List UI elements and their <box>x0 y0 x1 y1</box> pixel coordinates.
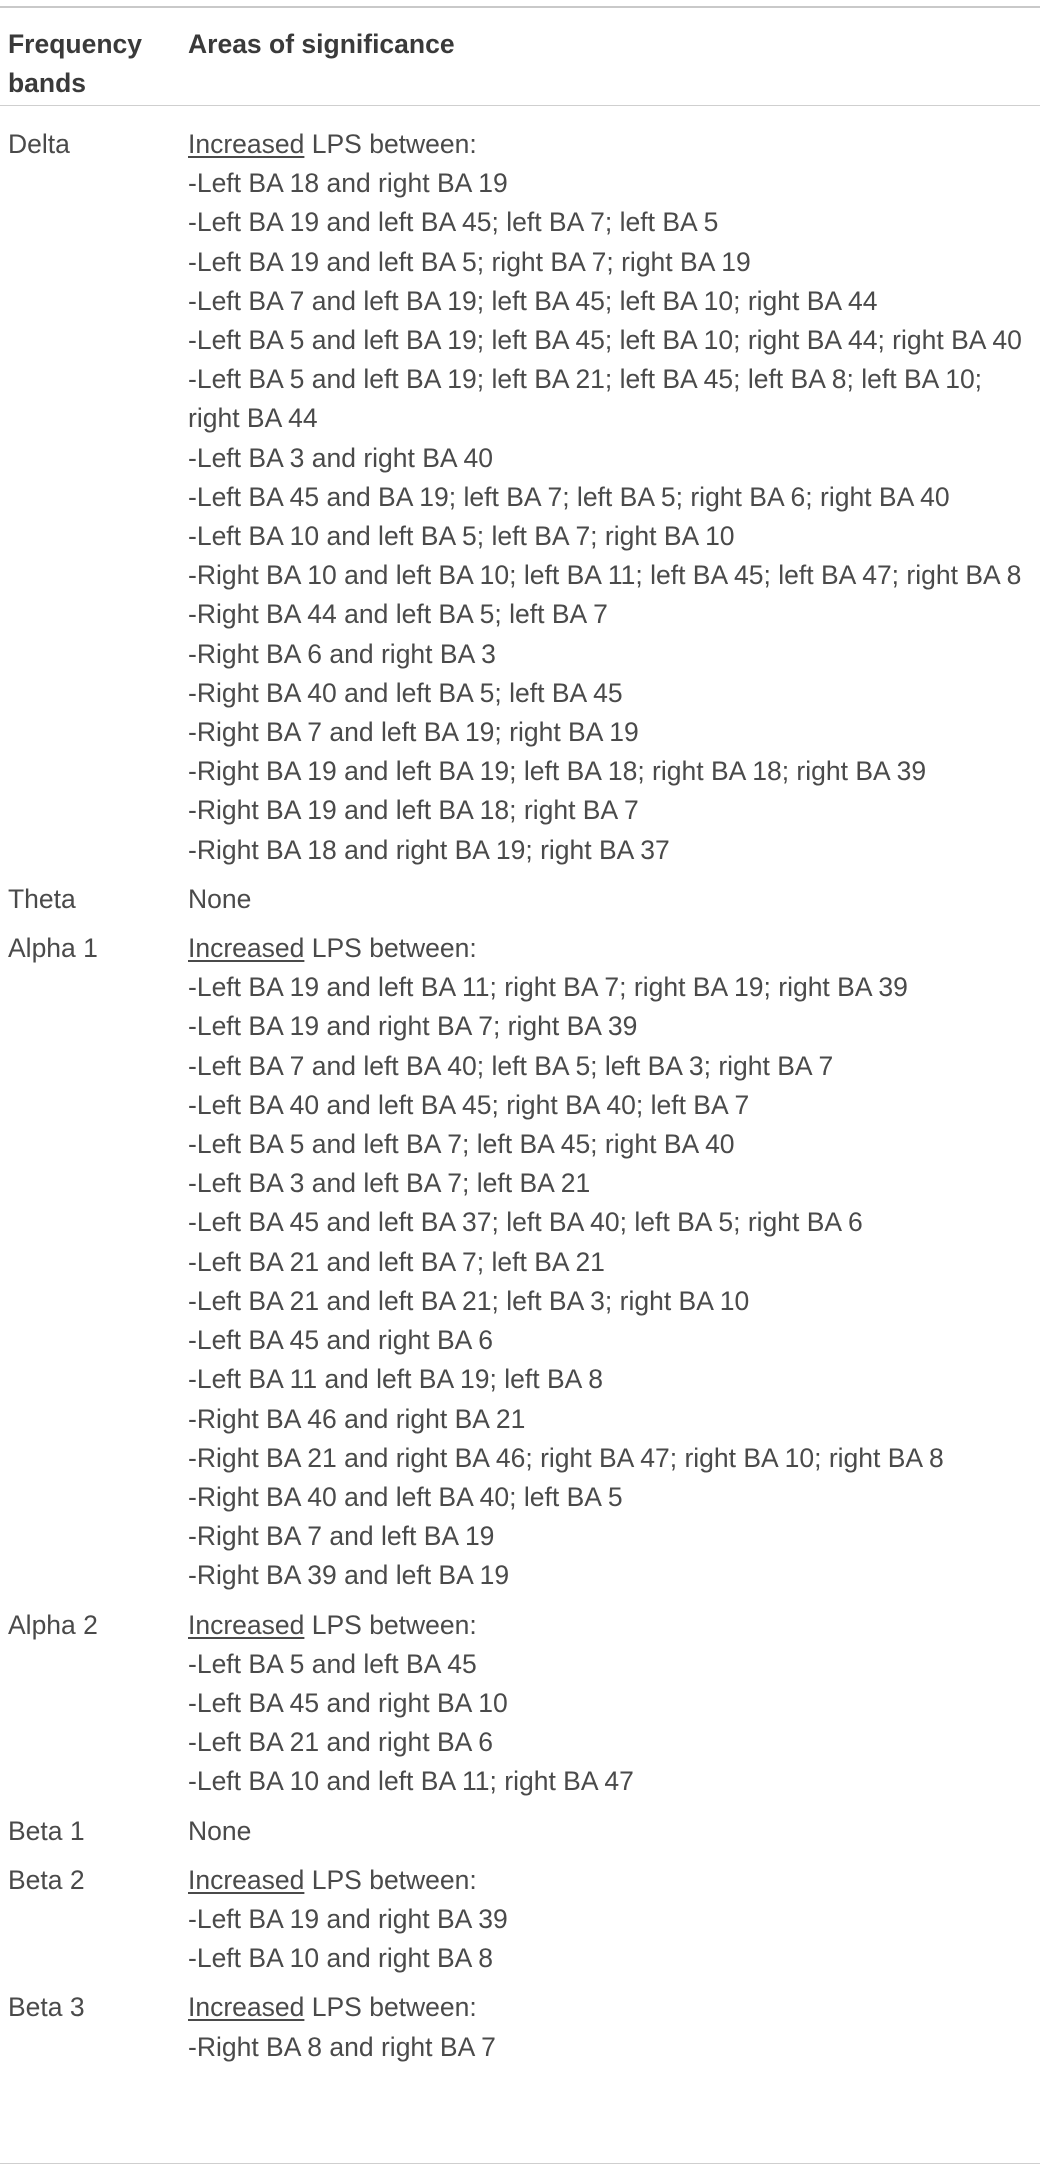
connectivity-pair: -Left BA 19 and right BA 39 <box>188 1903 508 1934</box>
connectivity-pair: -Right BA 6 and right BA 3 <box>188 638 496 669</box>
table-header <box>0 8 1040 105</box>
connectivity-pair: -Left BA 19 and left BA 11; right BA 7; right BA 19; right BA 39 <box>188 972 908 1003</box>
connectivity-pair: -Left BA 5 and left BA 7; left BA 45; right BA 40 <box>188 1129 735 1160</box>
connectivity-pair: -Left BA 5 and left BA 45 <box>188 1648 477 1679</box>
frequency-band-cell: Alpha 2 <box>8 1609 98 1640</box>
lps-between-label: LPS between: <box>304 1609 477 1640</box>
connectivity-pair: -Right BA 19 and left BA 18; right BA 7 <box>188 795 639 826</box>
connectivity-pair: -Right BA 21 and right BA 46; right BA 47; right BA 10; right BA 8 <box>188 1442 944 1473</box>
connectivity-pair: -Left BA 10 and right BA 8 <box>188 1943 493 1974</box>
connectivity-pair: -Left BA 40 and left BA 45; right BA 40; left BA 7 <box>188 1089 750 1120</box>
frequency-band-cell: Alpha 1 <box>8 933 98 964</box>
connectivity-pair: -Right BA 44 and left BA 5; left BA 7 <box>188 599 608 630</box>
connectivity-pair: -Left BA 19 and right BA 7; right BA 39 <box>188 1011 638 1042</box>
areas-cell <box>188 1861 1040 1979</box>
intro-line <box>188 1606 1032 1645</box>
connectivity-pair: -Left BA 45 and right BA 10 <box>188 1687 508 1718</box>
header-frequency-bands: Frequency bands <box>8 29 143 98</box>
table-row <box>0 1861 1040 1979</box>
connectivity-pair: -Right BA 7 and left BA 19 <box>188 1521 495 1552</box>
connectivity-pair: -Left BA 45 and right BA 6 <box>188 1325 493 1356</box>
connectivity-pair: -Right BA 39 and left BA 19 <box>188 1560 510 1591</box>
connectivity-pair: -Right BA 19 and left BA 19; left BA 18; right BA 18; right BA 39 <box>188 756 927 787</box>
connectivity-pair: -Right BA 40 and left BA 40; left BA 5 <box>188 1481 623 1512</box>
connectivity-pair: -Left BA 5 and left BA 19; left BA 21; left BA 45; left BA 8; left BA 10; right BA 44 <box>188 364 983 434</box>
connectivity-pair: -Left BA 21 and left BA 21; left BA 3; right BA 10 <box>188 1285 750 1316</box>
intro-line <box>188 1861 1032 1900</box>
frequency-band-cell: Theta <box>8 883 76 914</box>
connectivity-pair: -Left BA 10 and left BA 5; left BA 7; right BA 10 <box>188 521 735 552</box>
connectivity-pair: -Left BA 3 and left BA 7; left BA 21 <box>188 1168 591 1199</box>
connectivity-pair: -Left BA 19 and left BA 45; left BA 7; left BA 5 <box>188 207 719 238</box>
areas-cell <box>188 929 1040 1595</box>
connectivity-pair: -Right BA 18 and right BA 19; right BA 37 <box>188 834 670 865</box>
connectivity-pair: -Left BA 21 and right BA 6 <box>188 1727 493 1758</box>
increased-label: Increased <box>188 1864 305 1895</box>
intro-line <box>188 1988 1032 2027</box>
lps-between-label: LPS between: <box>304 129 477 159</box>
increased-label: Increased <box>188 1609 305 1640</box>
connectivity-pair: -Right BA 46 and right BA 21 <box>188 1403 526 1434</box>
areas-cell <box>188 1812 1040 1851</box>
table-body <box>0 106 1040 2067</box>
connectivity-pair: -Right BA 8 and right BA 7 <box>188 2031 496 2062</box>
table-row <box>0 125 1040 870</box>
none-value: None <box>188 883 252 914</box>
areas-cell <box>188 125 1040 870</box>
frequency-band-cell: Beta 3 <box>8 1992 85 2023</box>
bottom-rule <box>0 2163 1040 2164</box>
connectivity-pair: -Left BA 19 and left BA 5; right BA 7; right BA 19 <box>188 246 751 277</box>
increased-label: Increased <box>188 129 305 159</box>
table-row <box>0 1988 1040 2066</box>
connectivity-pair: -Left BA 7 and left BA 40; left BA 5; left BA 3; right BA 7 <box>188 1050 834 1081</box>
connectivity-pair: -Left BA 21 and left BA 7; left BA 21 <box>188 1246 605 1277</box>
intro-line <box>188 929 1032 968</box>
intro-line <box>188 125 1032 164</box>
increased-label: Increased <box>188 933 305 964</box>
frequency-band-cell: Beta 2 <box>8 1864 85 1895</box>
table-row <box>0 1812 1040 1851</box>
lps-between-label: LPS between: <box>304 933 477 964</box>
areas-cell <box>188 1988 1040 2066</box>
connectivity-pair: -Left BA 3 and right BA 40 <box>188 442 493 473</box>
header-areas-of-significance: Areas of significance <box>188 29 455 59</box>
areas-cell <box>188 1606 1040 1802</box>
lps-between-label: LPS between: <box>304 1992 477 2023</box>
table-row <box>0 1606 1040 1802</box>
connectivity-pair: -Right BA 10 and left BA 10; left BA 11; left BA 45; left BA 47; right BA 8 <box>188 560 1022 591</box>
none-value: None <box>188 1815 252 1846</box>
connectivity-pair: -Right BA 40 and left BA 5; left BA 45 <box>188 677 623 708</box>
connectivity-pair: -Left BA 11 and left BA 19; left BA 8 <box>188 1364 603 1395</box>
increased-label: Increased <box>188 1992 305 2023</box>
connectivity-pair: -Left BA 7 and left BA 19; left BA 45; left BA 10; right BA 44 <box>188 285 878 316</box>
table-row <box>0 929 1040 1595</box>
connectivity-pair: -Left BA 45 and left BA 37; left BA 40; left BA 5; right BA 6 <box>188 1207 863 1238</box>
connectivity-pair: -Left BA 10 and left BA 11; right BA 47 <box>188 1766 634 1797</box>
lps-between-label: LPS between: <box>304 1864 477 1895</box>
connectivity-pair: -Right BA 7 and left BA 19; right BA 19 <box>188 717 639 748</box>
areas-cell <box>188 880 1040 919</box>
connectivity-pair: -Left BA 5 and left BA 19; left BA 45; left BA 10; right BA 44; right BA 40 <box>188 325 1022 356</box>
connectivity-pair: -Left BA 45 and BA 19; left BA 7; left BA 5; right BA 6; right BA 40 <box>188 481 950 512</box>
connectivity-pair: -Left BA 18 and right BA 19 <box>188 168 508 199</box>
frequency-band-cell: Delta <box>8 129 70 159</box>
frequency-band-cell: Beta 1 <box>8 1815 85 1846</box>
table-row <box>0 880 1040 919</box>
